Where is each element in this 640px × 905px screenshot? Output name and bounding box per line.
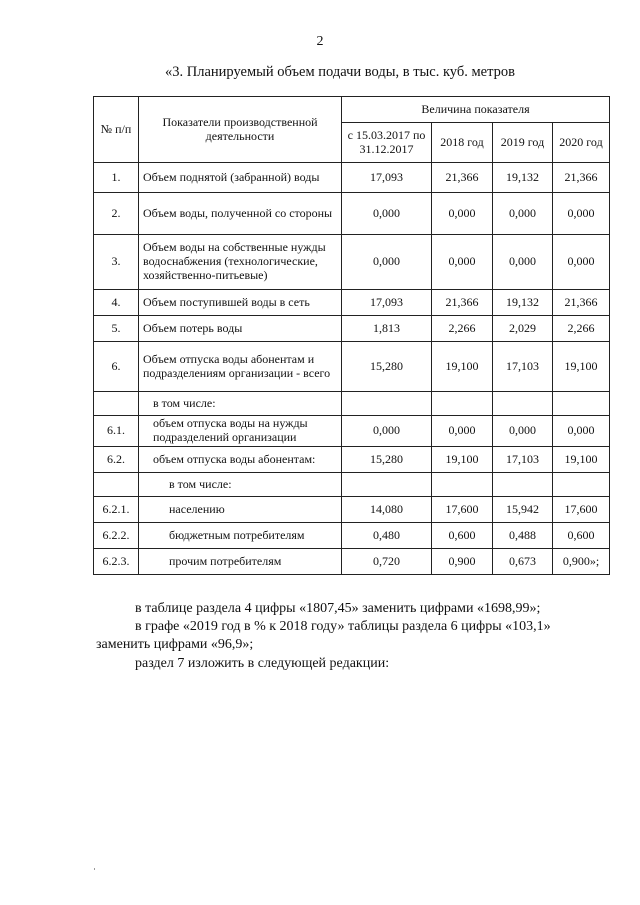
row-value: 0,000 [553,416,610,447]
row-number: 1. [94,163,139,193]
row-value: 0,000 [342,235,432,290]
row-value: 17,600 [553,497,610,523]
table-row [94,549,610,575]
row-value: 0,900 [432,549,493,575]
row-value: 0,488 [493,523,553,549]
header-no-label: № п/п [100,121,132,136]
row-value [342,392,432,416]
row-value: 19,132 [493,163,553,193]
row-number: 6.2.1. [94,497,139,523]
row-value: 19,100 [432,447,493,473]
row-number [94,392,139,416]
header-period-label: 2020 год [559,134,603,149]
header-period-2019 [493,123,553,163]
row-value: 0,000 [432,193,493,235]
amendment-paragraph-3: раздел 7 изложить в следующей редакции: [135,656,390,671]
row-name: бюджетным потребителям [139,523,342,549]
header-period-label: 2018 год [440,134,484,149]
row-value [432,473,493,497]
header-period-2018 [432,123,493,163]
row-number: 6.2.2. [94,523,139,549]
row-value: 17,093 [342,290,432,316]
row-value: 2,266 [432,316,493,342]
row-value: 0,720 [342,549,432,575]
row-value: 0,000 [553,235,610,290]
table-row [94,342,610,392]
row-value: 0,000 [493,193,553,235]
row-value: 0,673 [493,549,553,575]
header-indicator-label: Показатели производственной деятельности [162,114,318,143]
row-number: 3. [94,235,139,290]
row-number: 6.2.3. [94,549,139,575]
header-period-2020 [553,123,610,163]
header-value-group-label: Величина показателя [421,101,530,116]
amendment-paragraph-1: в таблице раздела 4 цифры «1807,45» заменить цифрами «1698,99»; [135,601,541,616]
row-name: Объем отпуска воды абонентам и подразделениям организации - всего [139,342,342,392]
row-value: 0,900»; [553,549,610,575]
row-value: 0,000 [493,416,553,447]
row-value: 0,000 [493,235,553,290]
row-value: 17,103 [493,342,553,392]
row-value: 0,000 [432,235,493,290]
row-name: объем отпуска воды на нужды подразделений организации [139,416,342,447]
row-number: 4. [94,290,139,316]
amendment-paragraph-2-line-1: в графе «2019 год в % к 2018 году» таблицы раздела 6 цифры «103,1» [135,619,551,634]
row-number: 2. [94,193,139,235]
row-value: 17,093 [342,163,432,193]
row-name: населению [139,497,342,523]
row-name: Объем воды, полученной со стороны [139,193,342,235]
row-value [493,392,553,416]
row-value: 0,000 [553,193,610,235]
row-number: 6.1. [94,416,139,447]
table-row [94,316,610,342]
row-number [94,473,139,497]
table-row [94,163,610,193]
row-value [553,392,610,416]
header-no [94,97,139,163]
row-value [553,473,610,497]
row-name: Объем воды на собственные нужды водоснабжения (технологические, хозяйственно-питьевые) [139,235,342,290]
row-name: Объем потерь воды [139,316,342,342]
row-value: 0,000 [342,416,432,447]
row-number: 6. [94,342,139,392]
row-value: 17,103 [493,447,553,473]
row-name: Объем поступившей воды в сеть [139,290,342,316]
row-value: 19,100 [432,342,493,392]
row-value: 21,366 [432,163,493,193]
header-period-label: с 15.03.2017 по 31.12.2017 [347,127,426,156]
amendment-paragraph-2-line-2: заменить цифрами «96,9»; [96,637,254,652]
table-row [94,473,610,497]
row-value: 21,366 [432,290,493,316]
row-name: прочим потребителям [139,549,342,575]
row-value: 0,600 [553,523,610,549]
scan-artifact [94,868,95,870]
row-value: 19,100 [553,447,610,473]
table-row [94,497,610,523]
row-value: 15,280 [342,342,432,392]
water-supply-table [93,96,610,575]
row-value: 19,132 [493,290,553,316]
row-value: 0,000 [342,193,432,235]
header-indicator [139,97,342,163]
header-period-label: 2019 год [500,134,545,149]
row-name: в том числе: [139,392,342,416]
row-value: 0,000 [432,416,493,447]
section-heading: «3. Планируемый объем подачи воды, в тыс. куб. метров [165,64,515,80]
row-number: 6.2. [94,447,139,473]
row-value [493,473,553,497]
row-value: 21,366 [553,290,610,316]
table-row [94,290,610,316]
row-value: 0,600 [432,523,493,549]
table-row [94,392,610,416]
row-value [432,392,493,416]
row-value: 17,600 [432,497,493,523]
row-value: 21,366 [553,163,610,193]
row-value: 0,480 [342,523,432,549]
row-name: объем отпуска воды абонентам: [139,447,342,473]
row-value [342,473,432,497]
row-value: 1,813 [342,316,432,342]
table-row [94,235,610,290]
row-value: 15,942 [493,497,553,523]
row-name: Объем поднятой (забранной) воды [139,163,342,193]
page-number: 2 [316,34,324,49]
table-row [94,193,610,235]
table-row [94,416,610,447]
header-period-2017 [342,123,432,163]
row-value: 2,029 [493,316,553,342]
table-row [94,447,610,473]
row-value: 15,280 [342,447,432,473]
row-value: 2,266 [553,316,610,342]
row-value: 19,100 [553,342,610,392]
row-value: 14,080 [342,497,432,523]
row-number: 5. [94,316,139,342]
table-row [94,523,610,549]
row-name: в том числе: [139,473,342,497]
header-value-group [342,97,610,123]
